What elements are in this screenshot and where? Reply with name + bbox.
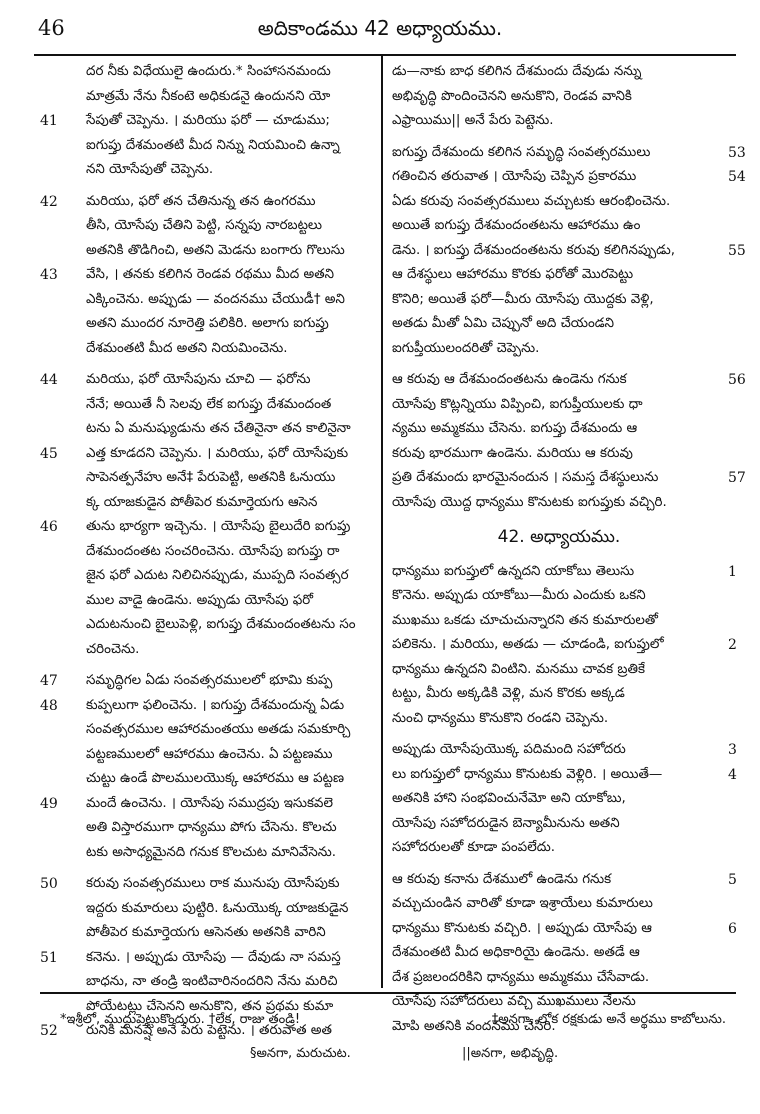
page-number: 46 [38, 16, 65, 40]
text-line [40, 669, 376, 694]
text-line [86, 767, 376, 792]
header-rule [34, 54, 736, 56]
line-text: మరియు, ఫరో యోసేపును చూచి — ఫరోను [86, 372, 311, 387]
line-text: ఐగుప్తీయులందరితో చెప్పెను. [392, 340, 540, 356]
text-line [392, 337, 726, 362]
text-line [86, 288, 376, 313]
verse-paragraph [40, 190, 376, 362]
line-text: కనెను. । అప్పుడు యోసేపు — దేవుడు నా సమస్త [86, 949, 341, 965]
line-text: పోతీపెర కుమార్తెయగు ఆసెనతు అతనికి వారిని [86, 925, 326, 940]
text-line [392, 288, 726, 313]
line-text: న్యము అమ్మకము చేసెను. ఐగుప్తు దేశమందు ఆ [392, 421, 638, 436]
line-text: బాధను, నా తండ్రి ఇంటివారినందరిని నేను మరిచి [86, 974, 338, 989]
line-text: టట్టు, మీరు అక్కడికి వెళ్లి, మన కొరకు అక్కడ [392, 686, 625, 701]
line-text: డెను. । ఐగుప్తు దేశమందంతటను కరువు కలిగినప్పుడు, [392, 242, 675, 258]
line-text: కరువు సంవత్సరములు రాక మునుపు యోసేపుకు [86, 876, 340, 891]
line-text: దేశమంతటి మీద అధికారియై ఉండెను. అతడే ఆ [392, 945, 640, 960]
verse-number: 57 [728, 470, 746, 486]
verse-number: 48 [40, 697, 58, 714]
text-line [86, 718, 376, 743]
verse-paragraph [392, 60, 726, 134]
footnotes [40, 992, 736, 1080]
line-text: యోసేపు కొట్లన్నియు విప్పించి, ఐగుప్తీయులకు ధా [392, 396, 643, 412]
text-line [392, 868, 737, 893]
text-line [392, 584, 726, 609]
text-line [40, 694, 376, 719]
text-line [86, 638, 376, 663]
verse-paragraph [40, 669, 376, 865]
text-line [86, 417, 376, 442]
footnote-3: §అనగా, మరుచుట. [250, 1046, 351, 1061]
text-line [40, 515, 376, 540]
line-text: రునికి మనష్షే అనే పేరు పెట్టెను. । తరువాత అత [86, 1023, 332, 1038]
text-line [86, 466, 376, 491]
text-line [40, 109, 376, 134]
text-line [392, 417, 726, 442]
text-line [86, 816, 376, 841]
verse-number: 46 [40, 519, 58, 535]
line-text: టను ఏ మనుష్యుడును తన చేతినైనా తన కాలినైనా [86, 421, 351, 436]
line-text: మరియు, ఫరో తన చేతినున్న తన ఉంగరము [86, 193, 316, 209]
text-line [86, 897, 376, 922]
line-text: మోపి అతనికి వందనము చేసిరి. [392, 1018, 556, 1034]
line-text: క్క యాజకుడైన పోతీపెర కుమార్తెయగు ఆసెన [86, 494, 318, 510]
text-line [40, 368, 376, 393]
right-column [392, 60, 746, 1046]
text-line [392, 941, 726, 966]
text-line [392, 442, 726, 467]
footnote-1: *ఇశ్రీలో, ముద్దుపెట్టుకొందురు. †లేక, రాజు తండ్రి! [60, 1012, 301, 1027]
text-line [86, 921, 376, 946]
verse-number: 6 [728, 920, 737, 937]
text-line [392, 60, 726, 85]
text-line [40, 872, 376, 897]
text-line [86, 312, 376, 337]
verse-paragraph [392, 560, 737, 732]
verse-number: 54 [728, 169, 746, 185]
line-text: నుంచి ధాన్యము కొనుకొని రండని చెప్పెను. [392, 710, 609, 726]
text-line [40, 442, 376, 467]
line-text: కొనిరి; అయితే ఫరో—మీరు యోసేపు యొద్దకు వెళ్లి, [392, 291, 654, 307]
line-text: ఎఫ్రాయిము|| అనే పేరు పెట్టెను. [392, 113, 554, 128]
text-line [86, 613, 376, 638]
verse-number: 43 [40, 267, 58, 283]
page-title: అదికాండము 42 అధ్యాయము. [257, 16, 503, 40]
footnote-4: ||అనగా, అభివృద్ధి. [462, 1046, 559, 1061]
text-line [392, 109, 726, 134]
line-text: చుట్టు ఉండే పొలములయొక్క ఆహారము ఆ పట్టణ [86, 771, 345, 786]
line-text: అప్పుడు యోసేపుయొక్క పదిమంది సహోదరు [392, 742, 626, 757]
verse-number: 1 [728, 563, 737, 580]
text-line [40, 263, 376, 288]
line-text: అతని ముందర నూరెత్తి పలికిరి. అలాగు ఐగుప్తు [86, 316, 329, 331]
line-text: దేశమందంతట సంచరించెను. యోసేపు ఐగుప్తు రా [86, 543, 340, 559]
text-line [392, 263, 726, 288]
line-text: ధాన్యము ఉన్నదని వింటిని. మనము చావక బ్రతికే [392, 661, 645, 677]
text-line [86, 393, 376, 418]
line-text: ప్రతి దేశమందు భారమైనందున । సమస్త దేశస్థులును [392, 470, 659, 485]
text-line [392, 85, 726, 110]
line-text: పట్టణములలో ఆహారము ఉంచెను. ఏ పట్టణము [86, 746, 333, 762]
text-line [40, 792, 376, 817]
verse-number: 2 [728, 637, 737, 653]
line-text: సాపెనత్పనేహు అనే‡ పేరుపెట్టి, అతనికి ఓనుయు [86, 470, 336, 485]
line-text: అతడు మీతో ఏమి చెప్పునో అది చేయండని [392, 316, 615, 331]
line-text: జైన ఫరో ఎదుట నిలిచినప్పుడు, ముప్పది సంవత్సర [86, 568, 349, 583]
line-text: సంవత్సరముల ఆహారమంతయు అతడు సమకూర్చి [86, 722, 351, 737]
footnote-2: ‡అనగా, లోక రక్షకుడు అనే అర్థము కాబోలును. [491, 1012, 726, 1027]
verse-number: 51 [40, 949, 58, 966]
text-line [392, 787, 726, 812]
chapter-heading: 42. అధ్యాయము. [497, 527, 621, 547]
verse-number: 55 [728, 242, 746, 259]
text-line [392, 707, 726, 732]
verse-number: 50 [40, 876, 58, 892]
text-line [40, 190, 376, 215]
line-text: కుప్పలుగా ఫలించెను. । ఐగుప్తు దేశమందున్న ఏడు [86, 697, 345, 713]
line-text: నేనే; అయితే నీ సెలవు లేక ఐగుప్తు దేశమందంత [86, 396, 332, 412]
line-text: సేపుతో చెప్పెను. । మరియు ఫరో — చూడుము; [86, 113, 330, 128]
text-line [392, 633, 737, 658]
line-text: గతించిన తరువాత । యోసేపు చెప్పిన ప్రకారము [392, 169, 637, 184]
text-line [86, 589, 376, 614]
verse-number: 53 [728, 144, 746, 161]
verse-number: 42 [40, 193, 58, 210]
verse-number: 5 [728, 871, 737, 888]
text-line [392, 658, 726, 683]
line-text: అయితే ఐగుప్తు దేశమందంతటను ఆహారము ఉం [392, 218, 641, 233]
text-line [86, 540, 376, 565]
line-text: దేశమంతటి మీద అతని నియమించెను. [86, 340, 288, 356]
text-line [392, 165, 746, 190]
text-line [392, 738, 737, 763]
verse-number: 49 [40, 795, 58, 812]
line-text: డు—నాకు బాధ కలిగిన దేశమందు దేవుడు నన్ను [392, 64, 642, 79]
text-line [392, 491, 726, 516]
line-text: కొనెను. అప్పుడు యాకోబు—మీరు ఎందుకు ఒకని [392, 588, 646, 603]
verse-number: 45 [40, 445, 58, 462]
line-text: ధాన్యము ఐగుప్తులో ఉన్నదని యాకోబు తెలుసు [392, 563, 635, 579]
verse-paragraph [392, 141, 746, 362]
line-text: టకు అసాధ్యమైనది గనుక కొలచుట మానివేసెను. [86, 844, 337, 860]
text-line [40, 946, 376, 971]
line-text: ఎత్త కూడదని చెప్పెను. । మరియు, ఫరో యోసేపుకు [86, 445, 349, 461]
line-text: ఐగుప్తు దేశమంతటి మీద నిన్ను నియమించి ఉన్నా [86, 137, 340, 153]
line-text: ఎదుటనుంచి బైలుపెళ్లి, ఐగుప్తు దేశమందంతటను సం [86, 617, 356, 632]
text-line [392, 812, 726, 837]
verse-paragraph [392, 738, 737, 861]
line-text: ఇద్దరు కుమారులు పుట్టిరి. ఓనుయొక్క యాజకుడైన [86, 900, 349, 916]
line-text: యోసేపు సహోదరుడైన బెన్యామీనును అతని [392, 815, 620, 831]
verse-number: 44 [40, 372, 58, 388]
line-text: సహోదరులతో కూడా పంపలేదు. [392, 840, 556, 855]
text-line [392, 560, 737, 585]
line-text: అభివృద్ధి పొందించెనని అనుకొని, రెండవ వానికి [392, 88, 632, 104]
text-line [86, 841, 376, 866]
line-text: ఆ కరువు ఆ దేశమందంతటను ఉండెను గనుక [392, 372, 627, 387]
line-text: లు ఐగుప్తులో ధాన్యము కొనుటకు వెళ్లిరి. । అయితే— [392, 766, 663, 782]
line-text: ముఖము ఒకడు చూచుచున్నారని తన కుమారులతో [392, 612, 658, 628]
text-line [392, 239, 746, 264]
text-line [86, 214, 376, 239]
line-text: మందే ఉంచెను. । యోసేపు సముద్రపు ఇసుకవలె [86, 795, 333, 811]
left-column [40, 60, 376, 1051]
line-text: పోయేటట్లు చేసెనని అనుకొని, తన ప్రథమ కుమా [86, 998, 334, 1014]
line-text: అతనికి తొడిగించి, అతని మెడను బంగారు గొలుసు [86, 242, 345, 258]
line-text: తును భార్యగా ఇచ్చెను. । యోసేపు బైలుదేరి ఐగుప్తు [86, 519, 351, 534]
line-text: వేసి, । తనకు కలిగిన రెండవ రథము మీద అతని [86, 267, 335, 282]
text-line [392, 966, 726, 991]
text-line [392, 609, 726, 634]
text-line [86, 491, 376, 516]
line-text: చరించెను. [86, 641, 140, 657]
line-text: నని యోసేపుతో చెప్పెను. [86, 162, 214, 177]
line-text: ఆ కరువు కనాను దేశములో ఉండెను గనుక [392, 871, 612, 887]
text-line [392, 141, 746, 166]
text-line [392, 763, 737, 788]
verse-number: 3 [728, 742, 737, 758]
line-text: ధాన్యము కొనుటకు వచ్చిరి. । అప్పుడు యోసేపు ఆ [392, 920, 652, 936]
text-line [86, 60, 376, 85]
line-text: దేశ ప్రజలందరికిని ధాన్యము అమ్మకము చేసేవాడు. [392, 969, 650, 985]
text-line [86, 743, 376, 768]
verse-number: 41 [40, 113, 58, 129]
line-text: యోసేపు యొద్ద ధాన్యము కొనుటకు ఐగుప్తుకు వచ్చిరి. [392, 494, 667, 510]
text-line [86, 85, 376, 110]
text-line [86, 158, 376, 183]
text-line [392, 214, 726, 239]
verse-paragraph [40, 368, 376, 662]
line-text: అతనికి హాని సంభవించునేమో అని యాకోబు, [392, 791, 626, 806]
text-line [392, 393, 726, 418]
verse-number: 52 [40, 1023, 58, 1039]
line-text: మాత్రమే నేను నీకంటె అధికుడనై ఉందునని యో [86, 88, 331, 104]
text-line [86, 337, 376, 362]
line-text: ఆ దేశస్థులు ఆహారము కొరకు ఫరోతో మొరపెట్టు [392, 267, 634, 282]
line-text: తీసి, యోసేపు చేతిని పెట్టి, సన్నపు నారబట్టలు [86, 218, 323, 233]
text-line [392, 892, 726, 917]
verse-number: 4 [728, 766, 737, 783]
line-text: కరువు భారముగా ఉండెను. మరియు ఆ కరువు [392, 445, 633, 461]
verse-paragraph [392, 368, 746, 515]
text-line [392, 312, 726, 337]
line-text: ఏడు కరువు సంవత్సరములు వచ్చుటకు ఆరంభించెను. [392, 193, 671, 209]
text-line [86, 970, 376, 995]
text-line [392, 190, 726, 215]
line-text: ముల వాడై ఉండెను. అప్పుడు యోసేపు ఫరో [86, 592, 314, 608]
line-text: యోసేపు సహోదరులు వచ్చి ముఖములు నేలను [392, 994, 636, 1009]
text-line [392, 682, 726, 707]
line-text: పలికెను. । మరియు, అతడు — చూడండి, ఐగుప్తులో [392, 637, 664, 652]
line-text: సమృద్ధిగల ఏడు సంవత్సరములలో భూమి కుప్ప [86, 673, 333, 688]
verse-number: 47 [40, 673, 58, 689]
line-text: దర నీకు విధేయులై ఉందురు.* సింహాసనమందు [86, 64, 331, 79]
column-divider [381, 56, 383, 988]
verse-number: 56 [728, 372, 746, 388]
line-text: అతి విస్తారముగా ధాన్యము పోగు చేసెను. కొలచు [86, 820, 337, 835]
text-line [392, 836, 726, 861]
line-text: వచ్చుచుండిన వారితో కూడా ఇశ్రాయేలు కుమారులు [392, 896, 653, 911]
text-line [86, 134, 376, 159]
text-line [392, 466, 746, 491]
text-line [392, 368, 746, 393]
page-header [32, 14, 728, 44]
text-line [392, 917, 737, 942]
line-text: ఎక్కించెను. అప్పుడు — వందనము చేయుడీ† అని [86, 291, 345, 307]
text-line [86, 239, 376, 264]
text-line [86, 564, 376, 589]
verse-paragraph [40, 60, 376, 183]
line-text: ఐగుప్తు దేశమందు కలిగిన సమృద్ధి సంవత్సరములు [392, 144, 651, 160]
